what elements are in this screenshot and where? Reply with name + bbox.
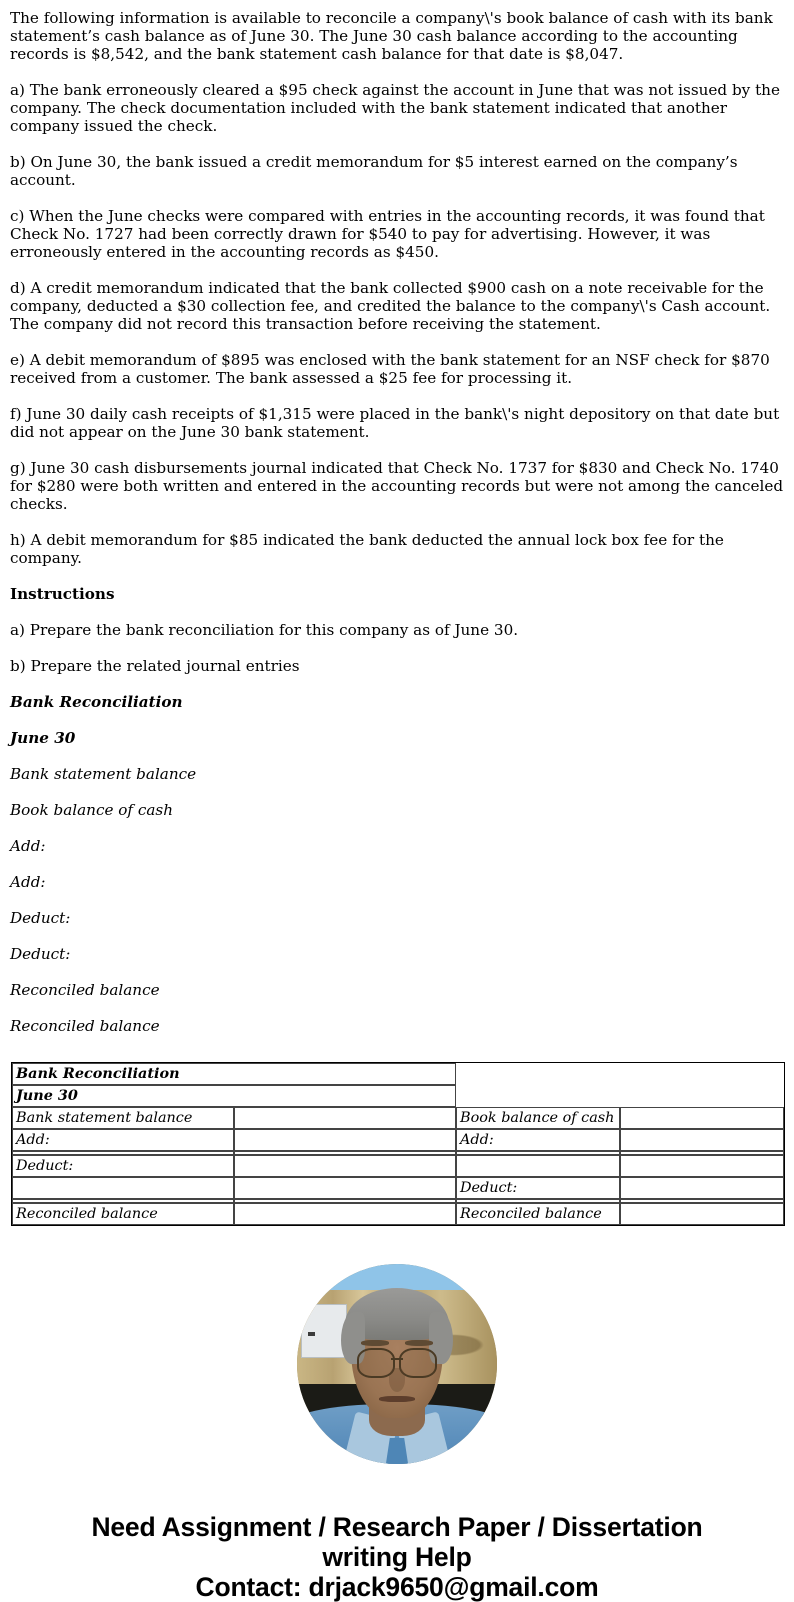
cell-amount-input[interactable] (234, 1155, 456, 1177)
avatar (297, 1264, 497, 1464)
avatar-eyeglass-right (399, 1348, 437, 1378)
avatar-background-panel (301, 1304, 347, 1358)
avatar-mouth (379, 1396, 415, 1402)
footer-line-2: writing Help (322, 1542, 472, 1572)
cell-empty (456, 1063, 620, 1085)
item-h: h) A debit memorandum for $85 indicated the bank deducted the annual lock box fee for the company. (10, 531, 724, 567)
cell-amount-input[interactable] (234, 1107, 456, 1129)
bank-reconciliation-table-wrapper (0, 1044, 794, 1226)
cell-deduct-right[interactable]: Deduct: (456, 1177, 620, 1199)
label-deduct-1: Deduct: (10, 909, 71, 927)
footer-cta (0, 1468, 794, 1602)
cell-empty (456, 1085, 620, 1107)
cell-amount-input[interactable] (620, 1155, 784, 1177)
instruction-b: b) Prepare the related journal entries (10, 657, 300, 675)
cell-reconciled-balance-left[interactable]: Reconciled balance (12, 1203, 234, 1225)
table-row (12, 1155, 784, 1177)
item-f: f) June 30 daily cash receipts of $1,315 were placed in the bank\'s night depository on that date but did not appear on the June 30 bank statement. (10, 405, 780, 441)
avatar-eyebrow-right (405, 1340, 433, 1346)
worksheet-title: Bank Reconciliation (10, 693, 183, 711)
cell-reconciled-balance-right[interactable]: Reconciled balance (456, 1203, 620, 1225)
table-row (12, 1177, 784, 1199)
cell-amount-input[interactable] (234, 1203, 456, 1225)
cell-table-title[interactable]: Bank Reconciliation (12, 1063, 456, 1085)
label-deduct-2: Deduct: (10, 945, 71, 963)
footer-line-1: Need Assignment / Research Paper / Dissertation (91, 1512, 703, 1542)
avatar-eyebrow-left (361, 1340, 389, 1346)
cell-amount-input[interactable] (620, 1177, 784, 1199)
instructions-heading: Instructions (10, 585, 115, 603)
table-row (12, 1107, 784, 1129)
label-book-balance-of-cash: Book balance of cash (10, 801, 173, 819)
cell-empty (620, 1063, 784, 1085)
item-e: e) A debit memorandum of $895 was enclosed with the bank statement for an NSF check for $870 received from a customer. The bank assessed a $25 fee for processing it. (10, 351, 770, 387)
cell-amount-input[interactable] (620, 1107, 784, 1129)
cell-amount-input[interactable] (234, 1129, 456, 1151)
cell-deduct-left[interactable]: Deduct: (12, 1155, 234, 1177)
cell-book-balance-of-cash[interactable]: Book balance of cash (456, 1107, 620, 1129)
item-g: g) June 30 cash disbursements journal indicated that Check No. 1737 for $830 and Check No. 1740 for $280 were both written and entered in the accounting records but were not among the canceled checks. (10, 459, 784, 513)
cell-amount-input[interactable] (12, 1177, 234, 1199)
cell-amount-input[interactable] (620, 1129, 784, 1151)
item-b: b) On June 30, the bank issued a credit memorandum for $5 interest earned on the company’s account. (10, 153, 738, 189)
table-row (12, 1063, 784, 1085)
label-reconciled-balance-1: Reconciled balance (10, 981, 160, 999)
table-row (12, 1203, 784, 1225)
table-row (12, 1129, 784, 1151)
cell-amount-input[interactable] (234, 1177, 456, 1199)
item-c: c) When the June checks were compared with entries in the accounting records, it was found that Check No. 1727 had been correctly drawn for $540 to pay for advertising. However, it was erroneously entered in the accounting records as $450. (10, 207, 765, 261)
avatar-eyeglass-bridge (391, 1358, 403, 1360)
item-d: d) A credit memorandum indicated that the bank collected $900 cash on a note receivable for the company, deducted a $30 collection fee, and credited the balance to the company\'s Cash account. The company did not record this transaction before receiving the statement. (10, 279, 771, 333)
label-add-1: Add: (10, 837, 46, 855)
cell-amount-input[interactable] (620, 1203, 784, 1225)
cell-table-date[interactable]: June 30 (12, 1085, 456, 1107)
cell-bank-statement-balance[interactable]: Bank statement balance (12, 1107, 234, 1129)
instruction-a: a) Prepare the bank reconciliation for this company as of June 30. (10, 621, 519, 639)
cell-empty (620, 1085, 784, 1107)
table-row (12, 1085, 784, 1107)
cell-add-left[interactable]: Add: (12, 1129, 234, 1151)
label-bank-statement-balance: Bank statement balance (10, 765, 197, 783)
avatar-nose (389, 1368, 405, 1392)
footer-contact-line: Contact: drjack9650@gmail.com (195, 1572, 599, 1602)
worksheet-date: June 30 (10, 729, 76, 747)
bank-reconciliation-table (11, 1062, 785, 1226)
cell-add-right[interactable]: Add: (456, 1129, 620, 1151)
item-a: a) The bank erroneously cleared a $95 check against the account in June that was not issued by the company. The check documentation included with the bank statement indicated that another company issued the check. (10, 81, 780, 135)
avatar-block (0, 1226, 794, 1468)
intro-paragraph: The following information is available to reconcile a company\'s book balance of cash with its bank statement’s cash balance as of June 30. The June 30 cash balance according to the accounting records is $8,542, and the bank statement cash balance for that date is $8,047. (10, 9, 773, 63)
cell-amount-input[interactable] (456, 1155, 620, 1177)
label-add-2: Add: (10, 873, 46, 891)
label-reconciled-balance-2: Reconciled balance (10, 1017, 160, 1035)
